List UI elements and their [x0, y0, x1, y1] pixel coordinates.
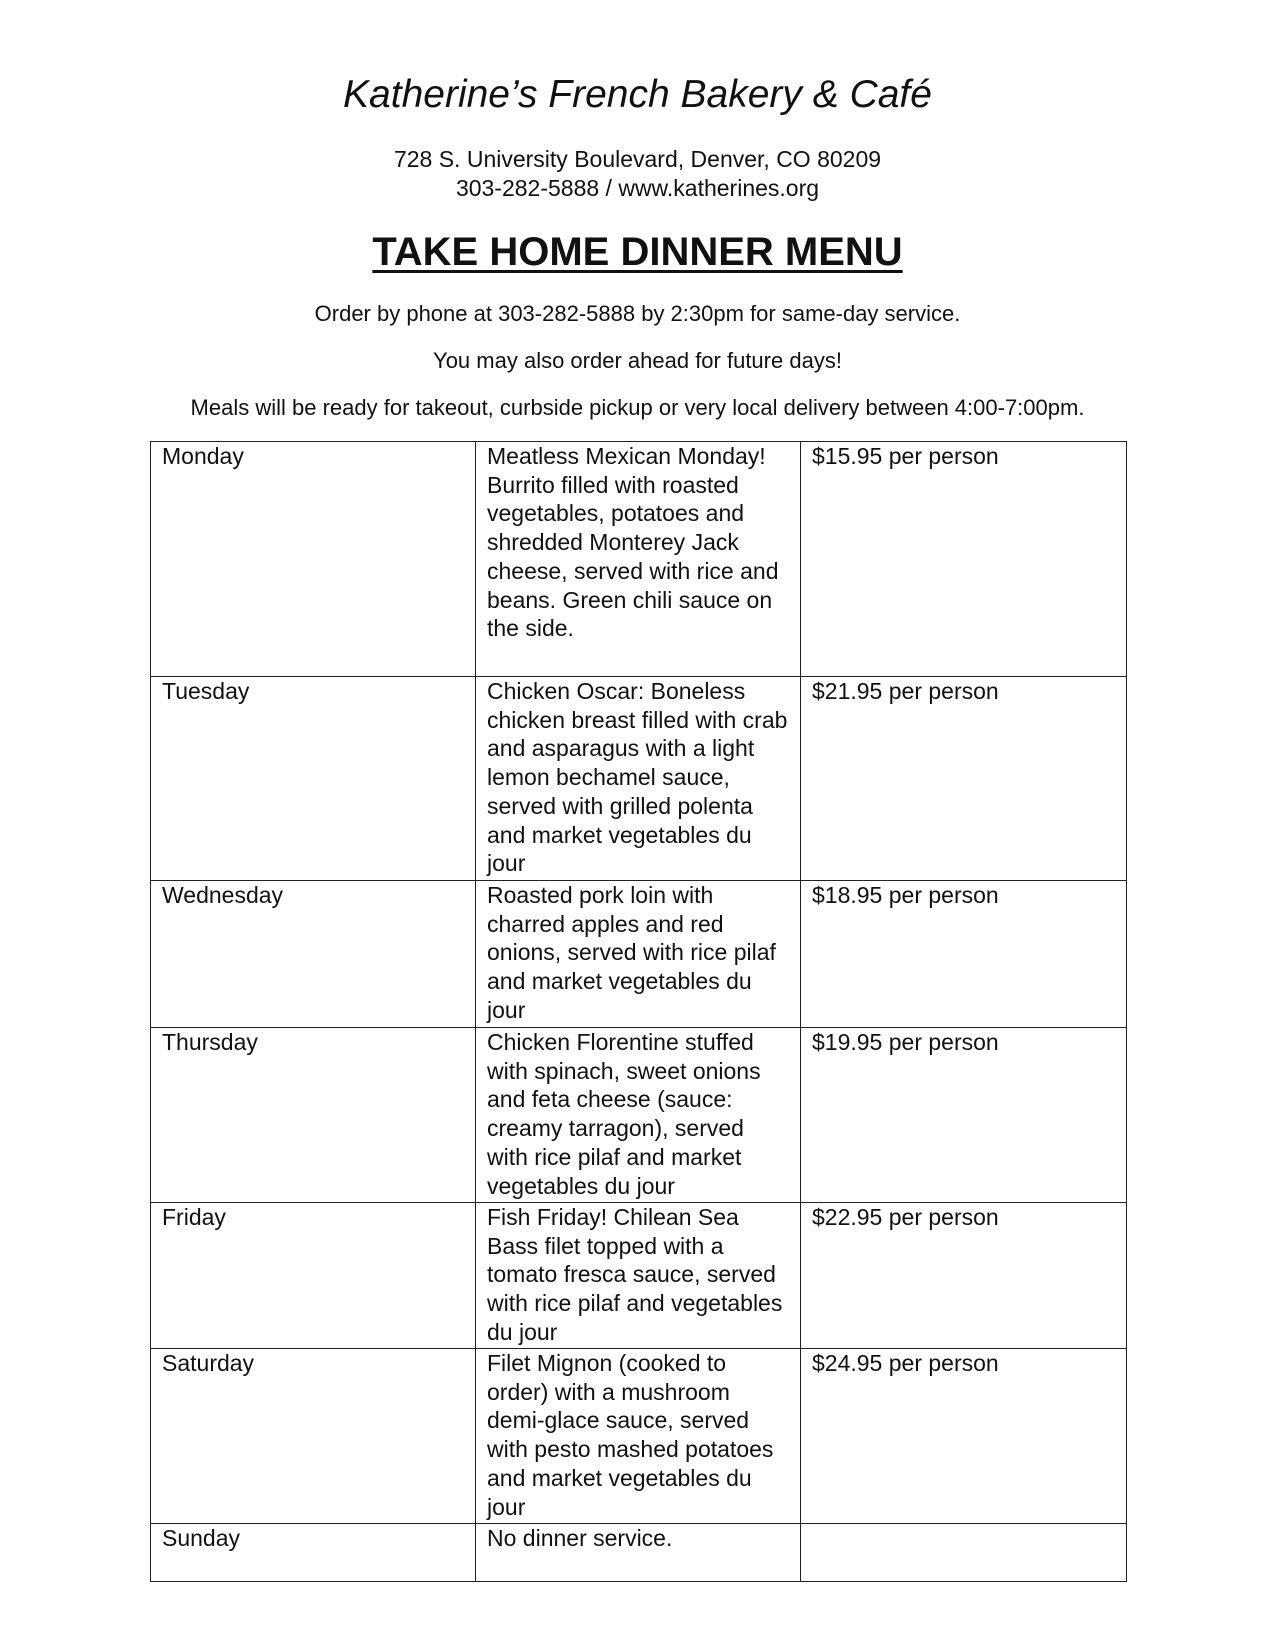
table-row [151, 1524, 1127, 1582]
bakery-contact: 303-282-5888 / www.katherines.org [455, 175, 820, 201]
table-row [151, 881, 1127, 1028]
menu-price: $15.95 per person [801, 442, 1127, 677]
menu-price: $22.95 per person [801, 1203, 1127, 1349]
menu-dish: Roasted pork loin with charred apples and red onions, served with rice pilaf and market vegetables du jour [476, 881, 801, 1028]
menu-dish: Fish Friday! Chilean Sea Bass filet topped with a tomato fresca sauce, served with rice pilaf and vegetables du jour [476, 1203, 801, 1349]
menu-heading [0, 228, 1275, 276]
menu-dish: No dinner service. [476, 1524, 801, 1582]
menu-dish: Filet Mignon (cooked to order) with a mushroom demi-glace sauce, served with pesto mashed potatoes and market vegetables du jour [476, 1349, 801, 1524]
menu-price [801, 1524, 1127, 1582]
menu-day: Sunday [151, 1524, 476, 1582]
order-note: Order by phone at 303-282-5888 by 2:30pm for same-day service. [314, 301, 961, 326]
table-row [151, 1028, 1127, 1203]
dinner-menu-table [150, 441, 1127, 1582]
table-row [151, 1203, 1127, 1349]
bakery-address: 728 S. University Boulevard, Denver, CO 80209 [393, 146, 882, 172]
menu-price: $21.95 per person [801, 677, 1127, 881]
menu-dish: Chicken Florentine stuffed with spinach, sweet onions and feta cheese (sauce: creamy tarragon), served with rice pilaf and market vegetables du jour [476, 1028, 801, 1203]
menu-day: Saturday [151, 1349, 476, 1524]
table-row [151, 442, 1127, 677]
pickup-note: Meals will be ready for takeout, curbside pickup or very local delivery between 4:00-7:00pm. [190, 395, 1085, 420]
menu-day: Thursday [151, 1028, 476, 1203]
menu-price: $19.95 per person [801, 1028, 1127, 1203]
menu-day: Tuesday [151, 677, 476, 881]
menu-price: $18.95 per person [801, 881, 1127, 1028]
menu-day: Wednesday [151, 881, 476, 1028]
menu-day: Monday [151, 442, 476, 677]
table-row [151, 677, 1127, 881]
table-row [151, 1349, 1127, 1524]
menu-dish: Chicken Oscar: Boneless chicken breast filled with crab and asparagus with a light lemon bechamel sauce, served with grilled polenta and market vegetables du jour [476, 677, 801, 881]
page-title: Katherine’s French Bakery & Café [343, 73, 932, 116]
menu-dish: Meatless Mexican Monday! Burrito filled with roasted vegetables, potatoes and shredded Monterey Jack cheese, served with rice and beans. Green chili sauce on the side. [476, 442, 801, 677]
menu-price: $24.95 per person [801, 1349, 1127, 1524]
menu-heading-text: TAKE HOME DINNER MENU [372, 230, 903, 274]
menu-day: Friday [151, 1203, 476, 1349]
order-ahead-note: You may also order ahead for future days! [433, 348, 842, 373]
